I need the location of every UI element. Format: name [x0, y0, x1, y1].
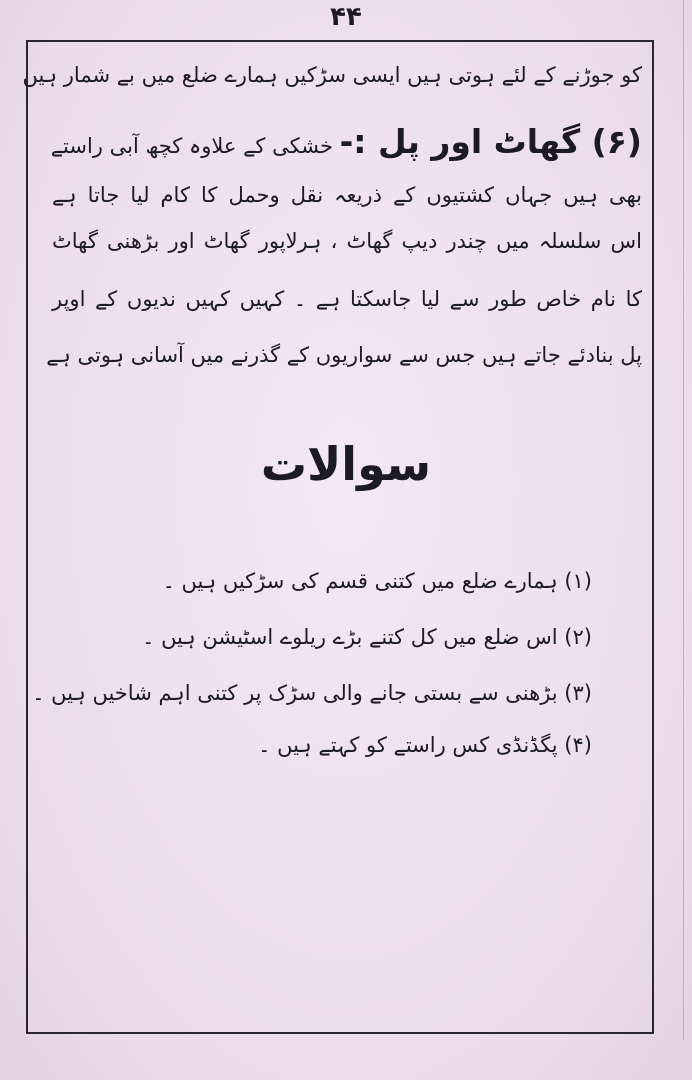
paragraph-line-2-text: خشکی کے علاوہ کچھ آبی راستے [50, 134, 333, 158]
question-2: (۲) اس ضلع میں کل کتنے بڑے ریلوے اسٹیشن ہیں ۔ [142, 625, 592, 649]
paragraph-line-1: کو جوڑنے کے لئے ہوتی ہیں ایسی سڑکیں ہمارے ضلع میں بے شمار ہیں [22, 63, 642, 87]
paragraph-line-5: کا نام خاص طور سے لیا جاسکتا ہے ۔ کہیں کہیں ندیوں کے اوپر [52, 287, 642, 311]
section-heading-ghat-and-bridge: (۶) گھاٹ اور پل :- [339, 122, 642, 161]
page-number: ۴۴ [330, 2, 362, 32]
page-edge [683, 0, 684, 1040]
section-title-questions: سوالات [260, 437, 432, 491]
question-1: (۱) ہمارے ضلع میں کتنی قسم کی سڑکیں ہیں ۔ [162, 569, 592, 593]
paragraph-line-6: پل بنادئے جاتے ہیں جس سے سواریوں کے گذرنے میں آسانی ہوتی ہے [46, 343, 642, 367]
question-3: (۳) بڑھنی سے بستی جانے والی سڑک پر کتنی اہم شاخیں ہیں ۔ [32, 681, 592, 705]
paragraph-line-2 [52, 122, 642, 166]
question-4: (۴) پگڈنڈی کس راستے کو کہتے ہیں ۔ [258, 733, 592, 757]
paragraph-line-3: بھی ہیں جہاں کشتیوں کے ذریعہ نقل وحمل کا کام لیا جاتا ہے [52, 183, 642, 207]
paragraph-line-4: اس سلسلہ میں چندر دیپ گھاٹ ، ہرلاپور گھاٹ اور بڑھنی گھاٹ [52, 229, 642, 253]
